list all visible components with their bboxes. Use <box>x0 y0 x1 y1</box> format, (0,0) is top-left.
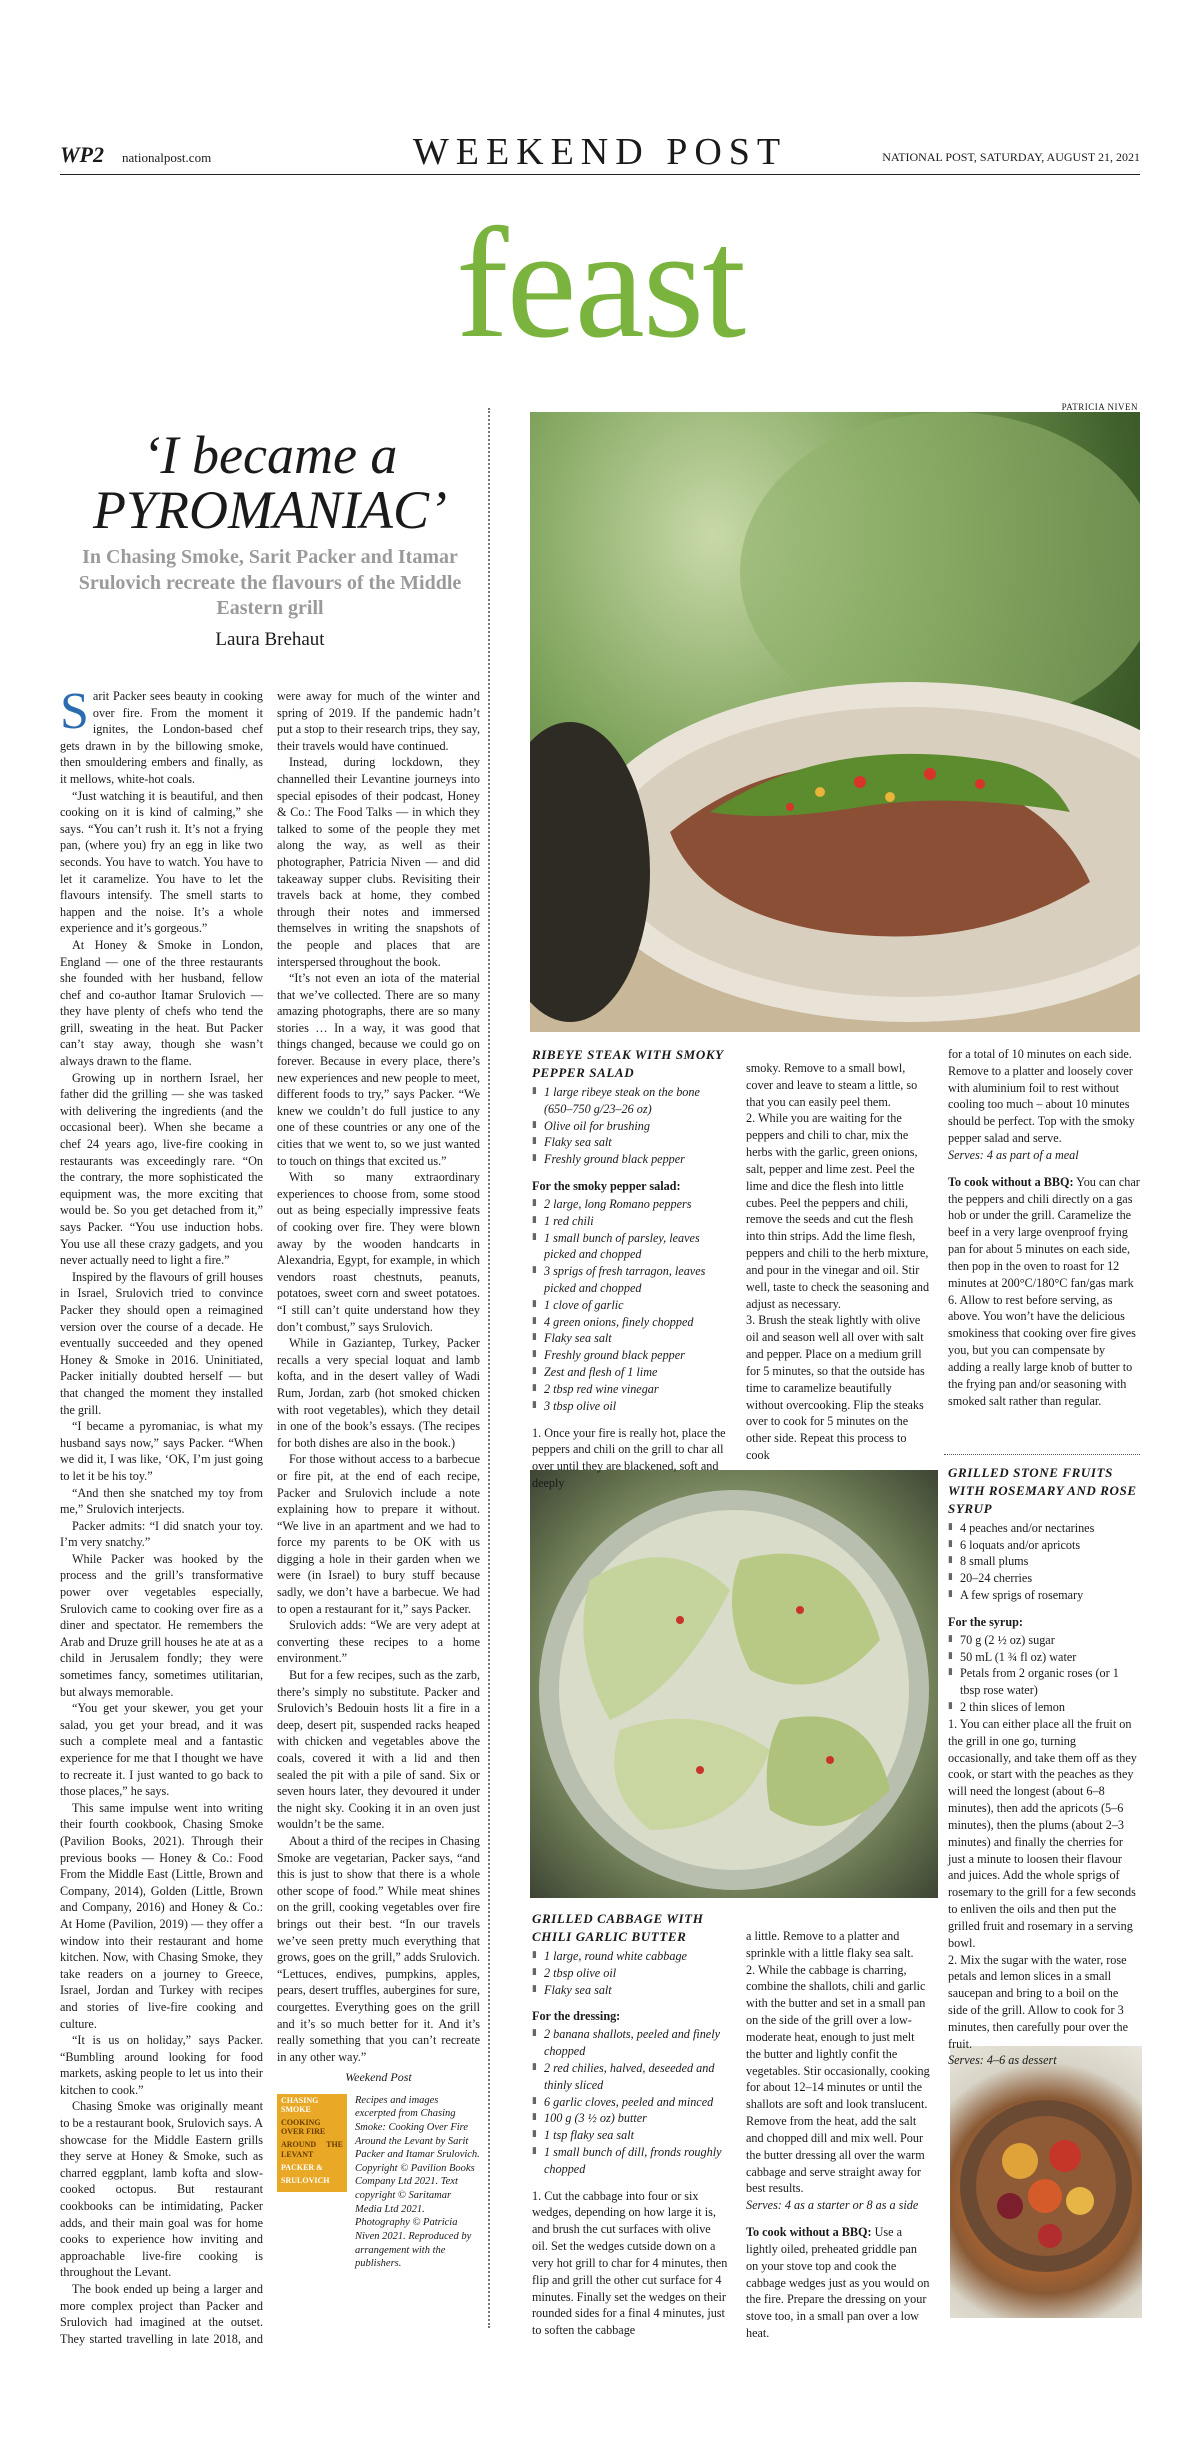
paragraph: “And then she snatched my toy from me,” Srulovich interjects. <box>60 1485 263 1517</box>
masthead <box>60 128 1140 175</box>
paragraph: At Honey & Smoke in London, England — one of the three restaurants she founded with her husband, fellow chef and co-author Itamar Srulovich — they have plenty of chefs who tend the grill, sweating in the heat. But Packer can’t stay away, though she wasn’t always drawn to the flame. <box>60 937 263 1069</box>
ingredient: ▮ 1 large ribeye steak on the bone (650–750 g/23–26 oz) <box>532 1084 728 1118</box>
ingredient: ▮ Zest and flesh of 1 lime <box>532 1364 728 1381</box>
cabbage-recipe-col-2 <box>746 1928 932 2342</box>
photo-credit: PATRICIA NIVEN <box>1061 402 1138 412</box>
ingredient: ▮ 2 banana shallots, peeled and finely chopped <box>532 2026 728 2060</box>
recipe-step: 2. While the cabbage is charring, combine the shallots, chili and garlic with the butter and set in a small pan on the side of the grill over a low- moderate heat, enough to just melt the butter and lightly confit the vegetables. Stir occasionally, cooking for about 12–14 minutes or until the shallots are soft and look translucent. Remove from the heat, add the salt and chopped dill and mix well. Pour the butter dressing all over the warm cabbage and serve straight away for best results. <box>746 1962 930 2196</box>
recipe-step: 1. Cut the cabbage into four or six wedges, depending on how large it is, and brush the cut surfaces with olive oil. Set the wedges cutside down on a very hot grill to char for 4 minutes, then flip and grill the other cut surface for 4 minutes. Finally set the wedges on their rounded sides for a final 4 minutes, just to soften the cabbage <box>532 2188 728 2338</box>
paragraph: While Packer was hooked by the process and the grill’s transformative power over vegetables especially, Srulovich came to cooking over fire as a diner and spectator. He remembers the Arab and Druze grill houses he ate at as a child in Jerusalem fondly; they were sometimes fancy, sometimes utilitarian, but always memorable. <box>60 1551 263 1699</box>
ingredient: ▮ 1 small bunch of dill, fronds roughly chopped <box>532 2144 728 2178</box>
drop-cap: S <box>60 683 89 740</box>
subheadline: In Chasing Smoke, Sarit Packer and Itamar Srulovich recreate the flavours of the Middle Eastern grill <box>78 546 462 620</box>
recipe-step: 3. Brush the steak lightly with olive oil and season well all over with salt and pepper. Place on a medium grill for 5 minutes, so that the outside has time to caramelize beautifully without overcooking. Flip the steaks over to cook for 5 minutes on the other side. Repeat this process to cook <box>746 1313 925 1463</box>
no-bbq-tip: To cook without a BBQ: Use a lightly oiled, preheated griddle pan on your stove top and cook the cabbage wedges just as you would on the fire. Prepare the dressing on your stove too, in a small pan over a low heat. <box>746 2225 930 2341</box>
recipe-divider <box>944 1454 1140 1455</box>
ingredient: ▮ 1 clove of garlic <box>532 1297 728 1314</box>
paragraph: “It’s not even an iota of the material that we’ve collected. There are so many amazing photographs, there are so many stories … In a way, it was good that things changed, because we could go on forever. Because in every place, there’s new experiences and new people to meet, different foods to try,” says Packer. “We knew we couldn’t do full justice to any one of these countries or any one of the cities that we went to, so we just wanted to touch on things that excited us.” <box>277 971 480 1168</box>
ingredient: ▮ 3 sprigs of fresh tarragon, leaves picked and chopped <box>532 1263 728 1297</box>
ribeye-recipe-col-1 <box>532 1046 728 1492</box>
paragraph: While in Gaziantep, Turkey, Packer recalls a very special loquat and lamb kofta, and in the desert valley of Wadi Rum, Jordan, zarb (hot smoked chicken with root vegetables), which they detail in one of the book’s essays. (The recipes for both dishes are also in the book.) <box>277 1336 480 1450</box>
ingredient: ▮ 1 small bunch of parsley, leaves picked and chopped <box>532 1230 728 1264</box>
ingredient: ▮ 4 green onions, finely chopped <box>532 1314 728 1331</box>
grilled-stone-fruits-photo <box>950 2046 1142 2318</box>
ingredient: ▮ Freshly ground black pepper <box>532 1347 728 1364</box>
ingredient: ▮ 2 red chilies, halved, deseeded and thinly sliced <box>532 2060 728 2094</box>
ingredient: ▮ 8 small plums <box>948 1553 1140 1570</box>
ingredient: ▮ A few sprigs of rosemary <box>948 1587 1140 1604</box>
section-title: feast <box>455 196 745 371</box>
ingredient: ▮ 1 red chili <box>532 1213 728 1230</box>
recipe-step: smoky. Remove to a small bowl, cover and leave to steam a little, so that you can easily peel them. <box>746 1061 918 1109</box>
ingredient: ▮ 6 garlic cloves, peeled and minced <box>532 2094 728 2111</box>
paragraph: “Just watching it is beautiful, and then cooking on it is kind of calming,” she says. “You can’t rush it. It’s not a frying pan, (where you) fry an egg in like two seconds. You have to watch. You have to let it caramelize. You have to let the flavours intensify. The smell starts to happen and the noise. It’s a whole experience and it’s gorgeous.” <box>60 788 263 936</box>
byline: Laura Brehaut <box>215 629 325 650</box>
ingredient: ▮ 2 thin slices of lemon <box>948 1699 1140 1716</box>
paragraph: Srulovich adds: “We are very adept at converting these recipes to a home environment.” <box>277 1618 480 1666</box>
issue-date: NATIONAL POST, SATURDAY, AUGUST 21, 2021 <box>882 150 1140 164</box>
paragraph: Growing up in northern Israel, her father did the grilling — she was tasked with delivering the ingredients (and the occasional beer). When she became a chef 24 years ago, live-fire cooking in restaurants was exceedingly rare. “On the contrary, the more sophisticated the equipment was, the more exciting that would be. So you get detached from it,” says Packer. “You use induction hobs. You use all these crazy gadgets, and you never actually need to light a fire.” <box>60 1070 263 1268</box>
ingredient: ▮ Freshly ground black pepper <box>532 1151 728 1168</box>
paragraph: About a third of the recipes in Chasing Smoke are vegetarian, Packer says, “and this is just to show that there is a whole other scope of food.” While meat shines on the grill, cooking vegetables over fire brings out their best. “In our travels we’ve seen pretty much everything that grows, goes on the grill,” adds Srulovich. “Lettuces, endives, pumpkins, apples, pears, desert truffles, aubergines for sure, courgettes. Everything goes on the grill and it’s so much better for it. And it’s really something that you can’t recreate in any other way.” <box>277 1833 480 2064</box>
ingredient: ▮ 1 large, round white cabbage <box>532 1948 728 1965</box>
ribeye-steak-photo <box>530 412 1140 1032</box>
recipe-step: 2. While you are waiting for the peppers and chili to char, mix the herbs with the garlic, green onions, salt, pepper and lime zest. Peel the lime and dice the flesh into little cubes. Peel the peppers and chili, remove the seeds and cut the flesh into thin strips. Add the lime flesh, peppers and chili to the herb mixture, and pour in the vinegar and oil. Stir well, taste to check the seasoning and adjust as necessary. <box>746 1111 930 1311</box>
paragraph: Packer admits: “I did snatch your toy. I’m very snatchy.” <box>60 1518 263 1550</box>
recipe-title: GRILLED STONE FRUITS WITH ROSEMARY AND ROSE SYRUP <box>948 1465 1137 1516</box>
paragraph: Sarit Packer sees beauty in cooking over fire. From the moment it ignites, the London-based chef gets drawn in by the billowing smoke, then smouldering embers and finally, as it mellows, white-hot coals. <box>60 683 263 786</box>
ribeye-recipe-col-2 <box>746 1060 932 1464</box>
ingredient: ▮ Flaky sea salt <box>532 1330 728 1347</box>
ribeye-recipe-col-3 <box>948 1046 1140 1409</box>
column-divider <box>488 408 490 2328</box>
book-cover-image: CHASING SMOKE COOKING OVER FIRE AROUND THE LEVANT PACKER & SRULOVICH <box>277 2094 347 2192</box>
paragraph: For those without access to a barbecue or fire pit, at the end of each recipe, Packer and Srulovich include a note explaining how to prepare it without. “We live in an apartment and we had to force my parents to be OK with us digging a hole in their garden when we were (in Israel) to bury stuff because sadly, we don’t have a barbecue. We had to open a restaurant for it,” says Packer. <box>277 1452 480 1616</box>
recipe-step: a little. Remove to a platter and sprinkle with a little flaky sea salt. <box>746 1929 914 1960</box>
recipe-step: 2. Mix the sugar with the water, rose petals and lemon slices in a small saucepan and bring to a boil on the side of the grill. Allow to cook for 3 minutes, then carefully pour over the fruit. <box>948 1952 1129 2051</box>
ingredient: ▮ 2 tbsp red wine vinegar <box>532 1381 728 1398</box>
paper-name: WEEKEND POST <box>412 131 788 173</box>
paragraph: With so many extraordinary experiences to choose from, some stood out as being especially impressive feats of cooking over fire. They were blown away by the wooden handcarts in Alexandria, Egypt, for example, in which vendors roast chestnuts, peanuts, potatoes, sweet corn and sweet potatoes. “I still can’t quite understand how they don’t combust,” says Srulovich. <box>277 1170 480 1334</box>
ingredient: ▮ Flaky sea salt <box>532 1134 728 1151</box>
grilled-cabbage-photo <box>530 1470 938 1898</box>
ingredient: ▮ Petals from 2 organic roses (or 1 tbsp rose water) <box>948 1665 1140 1699</box>
site-link[interactable]: nationalpost.com <box>122 150 212 165</box>
ingredient-heading: For the dressing: <box>532 2009 621 2024</box>
paragraph: Instead, during lockdown, they channelled their Levantine journeys into special episodes of their podcast, Honey & Co.: The Food Talks — in which they talked to some of the people they met along the way, as well as their photographer, Patricia Niven — and did takeaway supper clubs. Revisiting their travels back at home, they combed through their notes and immersed themselves in writing the snapshots of the people and places that are interspersed throughout the book. <box>277 755 480 969</box>
ingredient: ▮ 2 large, long Romano peppers <box>532 1196 728 1213</box>
paragraph: Inspired by the flavours of grill houses in Israel, Srulovich tried to convince Packer they should open a reimagined version over the course of a decade. He eventually succeeded and they opened Honey & Smoke in 2016. Uninitiated, Packer initially doubted herself — but that changed the moment they installed the grill. <box>60 1269 263 1417</box>
signoff: Weekend Post <box>345 2070 412 2085</box>
paragraph: “I became a pyromaniac, is what my husband says now,” says Packer. “When we did it, I was like, ‘OK, I’m just going to let it be his toy.” <box>60 1419 263 1483</box>
ingredient: ▮ 100 g (3 ½ oz) butter <box>532 2110 728 2127</box>
book-credit <box>277 2094 480 2271</box>
recipe-title: GRILLED CABBAGE WITH CHILI GARLIC BUTTER <box>532 1911 704 1944</box>
paragraph: The book ended up being a larger and more complex project than Packer and Srulovich had imagined at the outset. They started travelling in late 2018, and were away for much of the winter and spring of 2019. If the pandemic hadn’t put a stop to their research trips, they say, their travels would have continued. <box>60 689 480 2346</box>
recipe-step: 1. Once your fire is really hot, place the peppers and chili on the grill to char all over until they are blackened, soft and deeply <box>532 1425 726 1491</box>
ingredient: ▮ 1 tsp flaky sea salt <box>532 2127 728 2144</box>
ingredient: ▮ 6 loquats and/or apricots <box>948 1537 1140 1554</box>
headline-line-1: ‘I became a <box>142 425 398 485</box>
ingredient: ▮ 2 tbsp olive oil <box>532 1965 728 1982</box>
paragraph: Chasing Smoke was originally meant to be a restaurant book, Srulovich says. A showcase for the Middle Eastern grills they serve at Honey & Smoke, such as charred eggplant, lamb kofta and slow-cooked octopus. But restaurant cookbooks can be intimidating, Packer adds, and their main goal was for home cooks to experience how inviting and approachable live-fire cooking is throughout the Levant. <box>60 2099 263 2280</box>
paragraph: This same impulse went into writing their fourth cookbook, Chasing Smoke (Pavilion Books, 2021). Through their previous books — Honey & Co.: Food From the Middle East (Little, Brown and Company, 2014), Golden (Little, Brown and Company, 2016) and Honey & Co.: At Home (Pavilion, 2019) — they offer a window into their restaurant and home kitchen. Now, with Chasing Smoke, they take readers on a journey to Greece, Israel, Jordan and Turkey with recipes and stories of live-fire cooking and culture. <box>60 1800 263 2031</box>
ingredient-heading: For the syrup: <box>948 1614 1023 1629</box>
stone-fruit-recipe <box>948 1464 1140 2069</box>
recipe-step: 1. You can either place all the fruit on the grill in one go, turning occasionally, and take them off as they cook, or start with the peaches as they will need the longest (about 6–8 minutes), then add the apricots (5–6 minutes), then the plums (about 2–3 minutes) and finally the cherries for just a minute to loosen their flavour and juices. Add the whole sprigs of rosemary to the grill for a few seconds to enliven the oils and then put the grilled fruit and rosemary in a serving bowl. <box>948 1716 1137 1950</box>
ingredient: ▮ 4 peaches and/or nectarines <box>948 1520 1140 1537</box>
ingredient: ▮ 70 g (2 ½ oz) sugar <box>948 1632 1140 1649</box>
recipe-step: for a total of 10 minutes on each side. Remove to a platter and loosely cover with aluminium foil to rest without cooling too much – about 10 minutes should be perfect. Top with the smoky pepper salad and serve. <box>948 1047 1135 1146</box>
ingredient: ▮ 50 mL (1 ¾ fl oz) water <box>948 1649 1140 1666</box>
cabbage-recipe-col-1 <box>532 1910 728 2339</box>
servings: Serves: 4 as part of a meal <box>948 1147 1079 1162</box>
headline <box>60 425 480 541</box>
ingredient: ▮ 20–24 cherries <box>948 1570 1140 1587</box>
book-caption: Recipes and images excerpted from Chasing Smoke: Cooking Over Fire Around the Levant by Sarit Packer and Itamar Srulovich. Copyright © Pavilion Books Company Ltd 2021. Text copyright © Saritamar Media Ltd 2021. Photography © Patricia Niven 2021. Reproduced by arrangement with the publishers. <box>355 2094 480 2270</box>
servings: Serves: 4–6 as dessert <box>948 2053 1057 2068</box>
page-number: WP2 <box>60 142 104 167</box>
recipe-title: RIBEYE STEAK WITH SMOKY PEPPER SALAD <box>532 1047 724 1080</box>
paragraph: But for a few recipes, such as the zarb, there’s simply no substitute. Packer and Srulovich’s Bedouin hosts lit a fire in a deep, desert pit, suspended racks heaped with chicken and vegetables above the coals, covered it with a lid and then sealed the pit with a pile of sand. Six or seven hours later, they devoured it under the night sky. Cooking it in an oven just wouldn’t be the same. <box>277 1668 480 1832</box>
ingredient: ▮ 3 tbsp olive oil <box>532 1398 728 1415</box>
paragraph: “You get your skewer, you get your salad, you get your bread, and it was such a complete meal and a fantastic experience for me that I thought we have to recreate it. I just wanted to go back to those places,” he says. <box>60 1701 263 1799</box>
headline-line-2: PYROMANIAC’ <box>93 480 447 541</box>
article-body <box>60 683 480 2348</box>
ingredient-heading: For the smoky pepper salad: <box>532 1179 681 1194</box>
no-bbq-tip: To cook without a BBQ: You can char the peppers and chili directly on a gas hob or under the grill. Caramelize the beef in a very large ovenproof frying pan for about 5 minutes on each side, then pop in the oven to roast for 12 minutes at 200°C/180°C fan/gas mark 6. Allow to rest before serving, as above. You won’t have the delicious smokiness that cooking over fire gives you, but you can compensate by adding a really large knob of butter to the frying pan and/or seasoning with smoked salt rather than regular. <box>948 1174 1140 1408</box>
paragraph: “It is us on holiday,” says Packer. “Bumbling around looking for food markets, asking people to let us into their kitchen to cook.” <box>60 2033 263 2097</box>
ingredient: ▮ Olive oil for brushing <box>532 1118 728 1135</box>
ingredient: ▮ Flaky sea salt <box>532 1982 728 1999</box>
servings: Serves: 4 as a starter or 8 as a side <box>746 2198 919 2213</box>
